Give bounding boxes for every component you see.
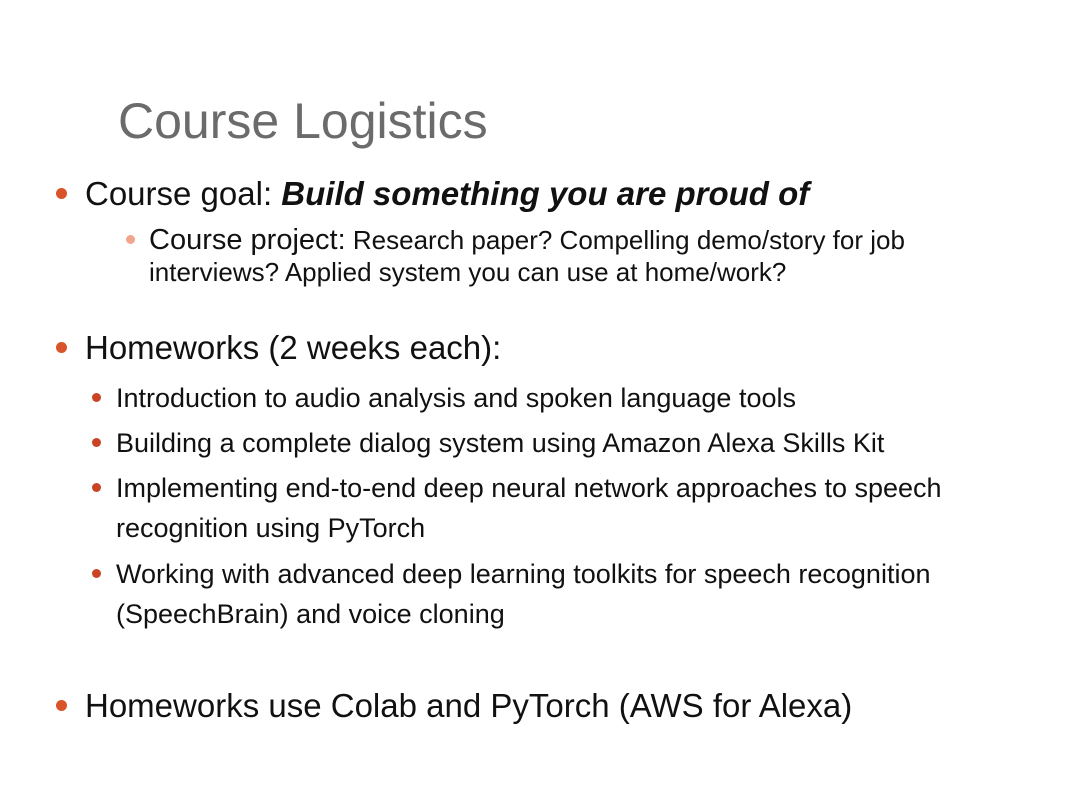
sub-bullet-dot-icon (92, 569, 101, 578)
homework-item (92, 554, 976, 634)
course-project-text (149, 224, 1029, 288)
bullet-dot-icon (56, 700, 67, 711)
homework-item-text: Building a complete dialog system using Amazon Alexa Skills Kit (116, 428, 885, 458)
course-project-body: Research paper? Compelling demo/story for job interviews? Applied system you can use at home/work? (149, 225, 905, 287)
course-goal-prefix: Course goal: (85, 175, 282, 212)
homeworks-heading: Homeworks (2 weeks each): (85, 329, 502, 366)
tools-text: Homeworks use Colab and PyTorch (AWS for Alexa) (85, 687, 853, 724)
homework-item (92, 468, 976, 548)
slide-title: Course Logistics (118, 93, 488, 149)
bullet-dot-icon (56, 342, 67, 353)
bullet-dot-icon (56, 188, 67, 199)
homework-item-text: Working with advanced deep learning toolkits for speech recognition (SpeechBrain) and voice cloning (116, 559, 931, 629)
homework-item-text: Implementing end-to-end deep neural network approaches to speech recognition using PyTorch (116, 473, 942, 543)
bullet-homeworks (56, 328, 501, 368)
homework-item (92, 423, 976, 463)
sub-bullet-dot-icon (92, 483, 101, 492)
bullet-course-goal (56, 174, 809, 214)
sub-bullet-dot-icon (92, 393, 101, 402)
bullet-course-project (126, 224, 1029, 288)
homework-item-text: Introduction to audio analysis and spoken language tools (116, 383, 796, 413)
sub-bullet-dot-icon (92, 438, 101, 447)
homework-item (92, 378, 976, 418)
course-goal-emphasis: Build something you are proud of (281, 175, 810, 212)
course-project-lead: Course project: (149, 224, 346, 256)
sub-bullet-dot-icon (126, 235, 135, 244)
bullet-text (85, 174, 809, 214)
bullet-tools (56, 686, 852, 726)
